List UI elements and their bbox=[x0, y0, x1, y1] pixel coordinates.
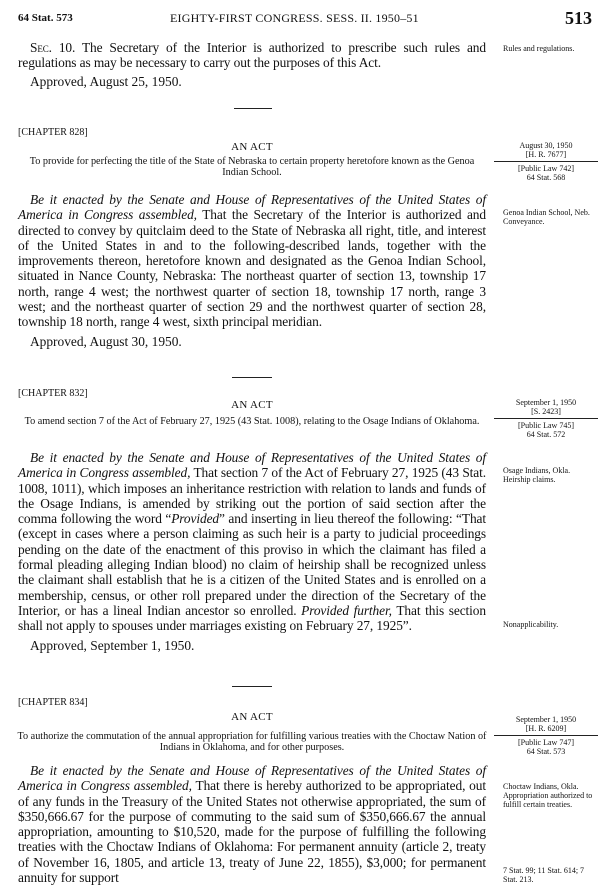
act-title: To provide for perfecting the title of the State of Nebraska to certain property heretofore known as the Genoa Indian School. bbox=[29, 156, 475, 178]
chapter-832-body bbox=[18, 450, 486, 653]
act-body-part-a: That section 7 of the Act of February 27, 1925 (43 Stat. 1008, 1011), which imposes an inheritance restriction with relation to lands and funds of the Osage Indians, is amended by striking out the portion of said section after the comma following the word “ bbox=[18, 465, 486, 527]
chapter-828-label: [CHAPTER 828] bbox=[18, 127, 88, 138]
approved-line: Approved, August 25, 1950. bbox=[30, 73, 182, 89]
an-act-heading: AN ACT bbox=[231, 399, 273, 411]
act-date: September 1, 1950 bbox=[515, 715, 577, 724]
margin-note-choctaw: Choctaw Indians, Okla. Appropriation authorized to fulfill certain treaties. bbox=[503, 782, 593, 809]
enacting-paragraph bbox=[18, 192, 486, 330]
act-title: To amend section 7 of the Act of February 27, 1925 (43 Stat. 1008), relating to the Osage Indians of Oklahoma. bbox=[24, 416, 480, 427]
chapter-832-label: [CHAPTER 832] bbox=[18, 388, 88, 399]
provided-word: Provided bbox=[171, 511, 220, 527]
act-title: To authorize the commutation of the annual appropriation for fulfilling various treaties with the Choctaw Nation of Indians in Oklahoma, and for other purposes. bbox=[17, 731, 487, 753]
chapter-834-body bbox=[18, 763, 486, 885]
enacting-paragraph bbox=[18, 763, 486, 885]
provided-further: Provided further, bbox=[301, 602, 392, 618]
margin-note-stat-refs: 7 Stat. 99; 11 Stat. 614; 7 Stat. 213. bbox=[503, 866, 585, 884]
ch828-sidenote bbox=[494, 141, 598, 182]
chapter-834-label: [CHAPTER 834] bbox=[18, 697, 88, 708]
act-body-part-b: ” and inserting in lieu thereof the following: “That (except in cases where a person claiming as such heir is a party to judicial proceedings pending on the date of the enactment of this proviso in which the claimant has filed a formal pleading alleging Indian blood) no claim of heirship shall be recognized unless the claimant shall establish that he is a citizen of the United States and is enrolled on a membership, census, or other roll prepared under the direction of the Secretary of the Interior, or has a lineal Indian ancestor so enrolled. bbox=[18, 511, 486, 618]
divider-rule bbox=[232, 377, 272, 378]
stat-ref: 64 Stat. 573 bbox=[526, 747, 566, 756]
header-running-title: EIGHTY-FIRST CONGRESS. SESS. II. 1950–51 bbox=[170, 11, 419, 25]
act-date: September 1, 1950 bbox=[515, 398, 577, 407]
approved-line: Approved, August 30, 1950. bbox=[30, 333, 182, 349]
sidenote-rule bbox=[494, 418, 598, 419]
running-header bbox=[18, 8, 596, 30]
section-10-text bbox=[18, 40, 486, 71]
act-body: That the Secretary of the Interior is authorized and directed to convey by quitclaim deed to the State of Nebraska all right, title, and interest of the United States in and to the following-described lands, together with the improvements thereon, heretofore known and designated as the Genoa Indian School, situated in Nance County, Nebraska: The northeast quarter of section 13, township 17 north, range 4 west; the northwest quarter of section 18, township 17 north, range 3 west; and the northeast quarter of section 29 and the northwest quarter of section 28, township 18 north, range 4 west, sixth principal meridian. bbox=[18, 207, 486, 330]
enacting-clause: Be it enacted by the Senate and House of Representatives of the United States of America in Congress assembled, bbox=[18, 450, 486, 481]
margin-note-nonapplicability: Nonapplicability. bbox=[503, 620, 559, 629]
margin-note-rules: Rules and regulations. bbox=[503, 44, 575, 53]
bill-number: [H. R. 6209] bbox=[525, 724, 567, 733]
public-law: [Public Law 747] bbox=[518, 738, 574, 747]
enacting-paragraph bbox=[18, 450, 486, 634]
section-10 bbox=[18, 40, 486, 89]
chapter-828-body bbox=[18, 192, 486, 349]
chapter-828-title bbox=[22, 156, 482, 178]
act-date: August 30, 1950 bbox=[519, 141, 573, 150]
stat-ref: 64 Stat. 572 bbox=[526, 430, 566, 439]
section-lead: Sec. bbox=[30, 40, 52, 55]
chapter-832-title bbox=[20, 416, 484, 427]
act-body-part-c: That this section shall not apply to spouses under marriages existing on February 27, 1925”. bbox=[18, 602, 486, 634]
margin-note-genoa: Genoa Indian School, Neb. Conveyance. bbox=[503, 208, 590, 226]
header-stat-ref: 64 Stat. 573 bbox=[18, 12, 73, 24]
divider-rule bbox=[232, 686, 272, 687]
public-law: [Public Law 742] bbox=[518, 164, 574, 173]
approved-line: Approved, September 1, 1950. bbox=[30, 637, 195, 653]
enacting-clause: Be it enacted by the Senate and House of Representatives of the United States of America in Congress assembled, bbox=[18, 192, 486, 223]
an-act-heading: AN ACT bbox=[231, 141, 273, 153]
sidenote-rule bbox=[494, 735, 598, 736]
sidenote-rule bbox=[494, 161, 598, 162]
act-body: That there is hereby authorized to be appropriated, out of any funds in the Treasury of the United States not otherwise appropriated, the sum of $350,666.67 for the purpose of commuting to the said sum of $350,666.67 the annual appropriation, amounting to $10,520, made for the purpose of fulfilling the following treaties with the Choctaw Indians of Oklahoma: For permanent annuity (article 2, treaty of November 16, 1805, and article 13, treaty of June 22, 1855), $3,000; for permanent annuity for support bbox=[18, 778, 486, 886]
margin-note-osage: Osage Indians, Okla. Heirship claims. bbox=[503, 466, 571, 484]
section-10-body: 10. The Secretary of the Interior is authorized to prescribe such rules and regulations as may be necessary to carry out the purposes of this Act. bbox=[18, 40, 486, 71]
an-act-heading: AN ACT bbox=[231, 711, 273, 723]
page-number: 513 bbox=[565, 8, 592, 28]
stat-ref: 64 Stat. 568 bbox=[526, 173, 566, 182]
divider-rule bbox=[234, 108, 272, 109]
bill-number: [S. 2423] bbox=[531, 407, 561, 416]
public-law: [Public Law 745] bbox=[518, 421, 574, 430]
ch834-sidenote bbox=[494, 715, 598, 756]
ch832-sidenote bbox=[494, 398, 598, 439]
chapter-834-title bbox=[16, 731, 488, 753]
bill-number: [H. R. 7677] bbox=[525, 150, 567, 159]
enacting-clause: Be it enacted by the Senate and House of Representatives of the United States of America in Congress assembled, bbox=[18, 763, 486, 794]
